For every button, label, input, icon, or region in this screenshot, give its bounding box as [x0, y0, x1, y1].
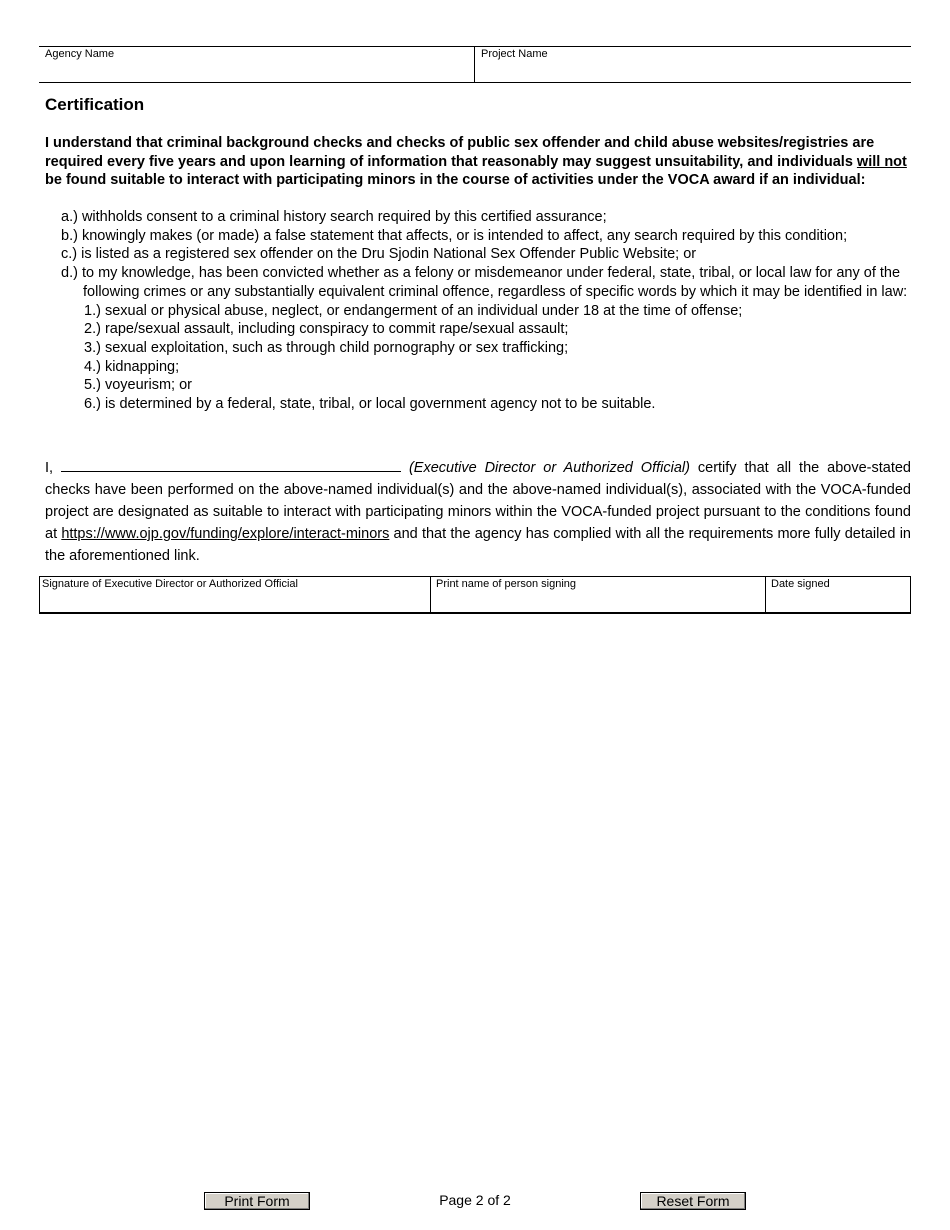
statement-role: (Executive Director or Authorized Official): [408, 460, 690, 476]
sub-list-item: 3.) sexual exploitation, such as through child pornography or sex trafficking;: [84, 339, 569, 356]
list-item: d.) to my knowledge, has been convicted whether as a felony or misdemeanor under federal, state, tribal, or local law for any of the following crimes or any substantially equivalent criminal offence, regardless of specific words by which it may be identified in law:: [61, 265, 908, 300]
print-form-button[interactable]: Print Form: [204, 1192, 310, 1210]
interact-minors-link[interactable]: https://www.ojp.gov/funding/explore/interact-minors: [61, 526, 390, 542]
project-name-label: Project Name: [481, 48, 548, 60]
certification-title: Certification: [45, 95, 145, 114]
agency-name-input[interactable]: [41, 63, 472, 80]
official-name-input[interactable]: [61, 457, 401, 472]
sub-list-item: 5.) voyeurism; or: [84, 377, 192, 394]
signature-label: Signature of Executive Director or Authorized Official: [42, 578, 298, 590]
certification-statement: [45, 457, 911, 567]
project-name-field[interactable]: [475, 47, 911, 82]
list-item: c.) is listed as a registered sex offender on the Dru Sjodin National Sex Offender Public Website; or: [61, 246, 697, 263]
list-item: a.) withholds consent to a criminal history search required by this certified assurance;: [61, 209, 607, 225]
sub-list-item: 4.) kidnapping;: [84, 358, 180, 375]
intro-part2: be found suitable to interact with participating minors in the course of activities under the VOCA award if an individual:: [45, 172, 866, 188]
date-signed-field[interactable]: [766, 577, 910, 612]
intro-underlined: will not: [856, 153, 907, 170]
agency-name-field[interactable]: [39, 47, 475, 82]
reset-form-button[interactable]: Reset Form: [640, 1192, 746, 1210]
sub-list-item: 1.) sexual or physical abuse, neglect, or endangerment of an individual under 18 at the time of offense;: [84, 302, 743, 319]
signature-field[interactable]: [40, 577, 431, 612]
agency-name-label: Agency Name: [45, 48, 115, 60]
certification-intro: [45, 134, 911, 190]
intro-part1: I understand that criminal background checks and checks of public sex offender and child abuse websites/registries are required every five years and upon learning of information that reasonably may suggest unsuitability, and individuals: [45, 135, 875, 170]
disqualification-list: [45, 208, 911, 414]
date-signed-label: Date signed: [771, 578, 830, 590]
statement-prefix: I,: [45, 460, 54, 476]
statement-part1: certify that all the above-stated checks have been performed on the above-named individual(s) and the above-named individual(s), associated with the VOCA-funded project are designated as suitable to interact with participating minors within the VOCA-funded project pursuant to the conditions found at: [45, 460, 911, 542]
sub-list-item: 2.) rape/sexual assault, including conspiracy to commit rape/sexual assault;: [84, 321, 569, 338]
page-number: Page 2 of 2: [439, 1192, 511, 1208]
sub-list-item: 6.) is determined by a federal, state, tribal, or local government agency not to be suitable.: [84, 396, 656, 413]
header-fields: [39, 46, 911, 83]
project-name-input[interactable]: [477, 63, 909, 80]
signature-fields: [39, 576, 911, 614]
statement-part2: and that the agency has complied with all the requirements more fully detailed in the aforementioned link.: [45, 526, 911, 564]
print-name-field[interactable]: [431, 577, 766, 612]
list-item: b.) knowingly makes (or made) a false statement that affects, or is intended to affect, any search required by this condition;: [61, 227, 848, 244]
crimes-sub-list: [45, 302, 911, 414]
print-name-label: Print name of person signing: [436, 578, 577, 590]
